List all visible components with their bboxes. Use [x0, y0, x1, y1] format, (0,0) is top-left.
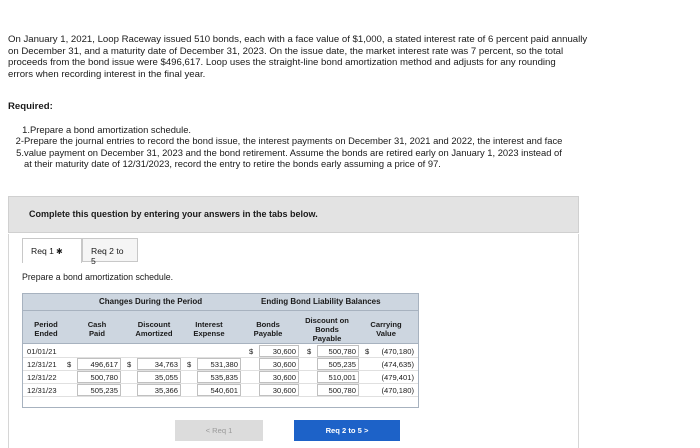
period-cell: 12/31/21 — [27, 360, 57, 369]
discount-on-bonds-input[interactable]: 505,235 — [317, 358, 359, 370]
amortization-table — [22, 293, 419, 411]
column-header-cash-paid: Cash Paid — [87, 320, 107, 338]
requirement-text: Prepare the journal entries to record the bond issue, the interest payments on December 31, 2021 and 2022, the interest and face — [24, 135, 563, 147]
problem-line: proceeds from the bond issue were $496,617. Loop uses the straight-line bond amortization method and adjusts for any rounding — [8, 57, 556, 69]
table-body — [22, 343, 419, 408]
interest-expense-input[interactable]: 540,601 — [197, 384, 241, 396]
table-group-header — [22, 293, 419, 311]
carrying-value-cell: (474,635) — [381, 360, 414, 369]
table-row — [23, 358, 418, 371]
group-header-changes: Changes During the Period — [99, 297, 203, 306]
cash-paid-input[interactable]: 496,617 — [77, 358, 121, 370]
bonds-payable-input[interactable]: 30,600 — [259, 371, 299, 383]
requirement-number: 1. — [22, 124, 30, 135]
cursor-icon: ✱ — [55, 247, 63, 256]
problem-line: on December 31, and a maturity date of December 31, 2023. On the issue date, the market interest rate was 7 percent, so the total — [8, 45, 564, 57]
bonds-payable-input[interactable]: 30,600 — [259, 358, 299, 370]
dollar-sign: $ — [67, 360, 72, 369]
carrying-value-cell: (470,180) — [381, 386, 414, 395]
dollar-sign: $ — [187, 360, 192, 369]
column-header-carrying-value: Carrying Value — [370, 320, 402, 338]
instructions-text: Complete this question by entering your answers in the tabs below. — [29, 209, 318, 219]
next-req-button[interactable]: Req 2 to 5 > — [294, 420, 400, 441]
column-header-discount-on-bonds: Discount on Bonds Payable — [305, 316, 349, 343]
discount-amortized-input[interactable]: 35,055 — [137, 371, 181, 383]
requirement-2-5 — [14, 135, 684, 169]
instructions-banner — [8, 196, 579, 233]
requirement-1 — [14, 124, 684, 135]
required-heading: Required: — [8, 101, 53, 112]
cash-paid-input[interactable]: 505,235 — [77, 384, 121, 396]
table-row — [23, 345, 418, 358]
requirement-text: at their maturity date of 12/31/2023, record the entry to retire the bonds early assuming a price of 97. — [24, 158, 441, 170]
column-header-bonds-payable: Bonds Payable — [253, 320, 283, 338]
table-column-headers — [22, 311, 419, 343]
interest-expense-input[interactable]: 535,835 — [197, 371, 241, 383]
bonds-payable-input[interactable]: 30,600 — [259, 384, 299, 396]
requirement-number: 2-5. — [15, 135, 24, 158]
dollar-sign: $ — [249, 347, 254, 356]
problem-statement — [8, 34, 688, 80]
period-cell: 12/31/23 — [27, 386, 57, 395]
tab-label: Req 2 to 5 — [91, 246, 124, 266]
discount-amortized-input[interactable]: 34,763 — [137, 358, 181, 370]
dollar-sign: $ — [365, 347, 370, 356]
carrying-value-cell: (470,180) — [381, 347, 414, 356]
discount-on-bonds-input[interactable]: 500,780 — [317, 384, 359, 396]
period-cell: 01/01/21 — [27, 347, 57, 356]
column-header-discount-amortized: Discount Amortized — [135, 320, 173, 338]
cash-paid-input[interactable]: 500,780 — [77, 371, 121, 383]
period-cell: 12/31/22 — [27, 373, 57, 382]
tab-req-2-to-5[interactable] — [82, 238, 138, 266]
carrying-value-cell: (479,401) — [381, 373, 414, 382]
group-header-balances: Ending Bond Liability Balances — [261, 297, 381, 306]
table-row — [23, 384, 418, 397]
problem-line: errors when recording interest in the final year. — [8, 68, 206, 80]
dollar-sign: $ — [127, 360, 132, 369]
requirements-list — [14, 124, 684, 170]
tab-label: Req 1 — [31, 246, 54, 256]
requirement-text: Prepare a bond amortization schedule. — [30, 124, 192, 135]
table-row — [23, 371, 418, 384]
prev-req-button[interactable]: < Req 1 — [175, 420, 263, 441]
section-instruction: Prepare a bond amortization schedule. — [22, 272, 174, 282]
interest-expense-input[interactable]: 531,380 — [197, 358, 241, 370]
bonds-payable-input[interactable]: 30,600 — [259, 345, 299, 357]
problem-line: On January 1, 2021, Loop Raceway issued 510 bonds, each with a face value of $1,000, a stated interest rate of 6 percent paid annually — [8, 34, 588, 45]
discount-on-bonds-input[interactable]: 510,001 — [317, 371, 359, 383]
discount-on-bonds-input[interactable]: 500,780 — [317, 345, 359, 357]
discount-amortized-input[interactable]: 35,366 — [137, 384, 181, 396]
column-header-period: Period Ended — [34, 320, 58, 338]
column-header-interest-expense: Interest Expense — [193, 320, 225, 338]
dollar-sign: $ — [307, 347, 312, 356]
tab-req-1[interactable] — [22, 238, 82, 263]
requirement-text: value payment on December 31, 2023 and the bond retirement. Assume the bonds are retired early on January 1, 2023 instead of — [24, 146, 562, 158]
